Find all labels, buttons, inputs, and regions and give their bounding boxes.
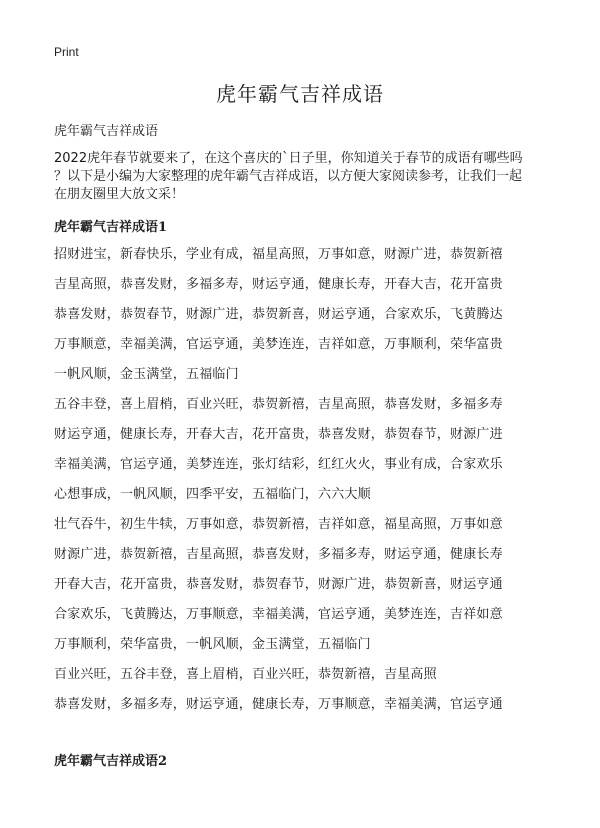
idiom-line: 吉星高照，恭喜发财，多福多寿，财运亨通，健康长寿，开春大吉，花开富贵 <box>54 277 503 292</box>
idiom-line: 心想事成，一帆风顺，四季平安，五福临门，六六大顺 <box>54 487 371 502</box>
intro-line: 在朋友圈里大放文采！ <box>54 187 185 202</box>
idiom-lines <box>54 240 554 720</box>
idiom-line: 恭喜发财，多福多寿，财运亨通，健康长寿，万事顺意，幸福美满，官运亨通 <box>54 697 503 712</box>
idiom-line: 恭喜发财，恭贺春节，财源广进，恭贺新喜，财运亨通，合家欢乐，飞黄腾达 <box>54 307 503 322</box>
idiom-line: 百业兴旺，五谷丰登，喜上眉梢，百业兴旺，恭贺新禧，吉星高照 <box>54 667 437 682</box>
subtitle: 虎年霸气吉祥成语 <box>54 124 159 139</box>
intro-line: 2022虎年春节就要来了，在这个喜庆的`日子里，你知道关于春节的成语有哪些吗 <box>54 151 523 166</box>
idiom-line: 开春大吉，花开富贵，恭喜发财，恭贺春节，财源广进，恭贺新喜，财运亨通 <box>54 577 503 592</box>
section-heading-2: 虎年霸气吉祥成语2 <box>54 754 168 769</box>
idiom-line: 财运亨通，健康长寿，开春大吉，花开富贵，恭喜发财，恭贺春节，财源广进 <box>54 427 503 442</box>
idiom-line: 财源广进，恭贺新禧，吉星高照，恭喜发财，多福多寿，财运亨通，健康长寿 <box>54 547 503 562</box>
section-heading-1: 虎年霸气吉祥成语1 <box>54 220 168 235</box>
idiom-line: 一帆风顺，金玉满堂，五福临门 <box>54 367 239 382</box>
idiom-line: 壮气吞牛，初生牛犊，万事如意，恭贺新禧，吉祥如意，福星高照，万事如意 <box>54 517 503 532</box>
intro-line: ？以下是小编为大家整理的虎年霸气吉祥成语，以方便大家阅读参考，让我们一起 <box>54 169 523 184</box>
idiom-line: 幸福美满，官运亨通，美梦连连，张灯结彩，红红火火，事业有成，合家欢乐 <box>54 457 503 472</box>
idiom-line: 万事顺意，幸福美满，官运亨通，美梦连连，吉祥如意，万事顺利，荣华富贵 <box>54 337 503 352</box>
page-title: 虎年霸气吉祥成语 <box>216 82 384 106</box>
idiom-line: 万事顺利，荣华富贵，一帆风顺，金玉满堂，五福临门 <box>54 637 371 652</box>
idiom-line: 招财进宝，新春快乐，学业有成，福星高照，万事如意，财源广进，恭贺新禧 <box>54 247 503 262</box>
idiom-line: 五谷丰登，喜上眉梢，百业兴旺，恭贺新禧，吉星高照，恭喜发财，多福多寿 <box>54 397 503 412</box>
print-link[interactable]: Print <box>54 45 79 59</box>
idiom-line: 合家欢乐，飞黄腾达，万事顺意，幸福美满，官运亨通，美梦连连，吉祥如意 <box>54 607 503 622</box>
intro-paragraph <box>54 150 554 204</box>
